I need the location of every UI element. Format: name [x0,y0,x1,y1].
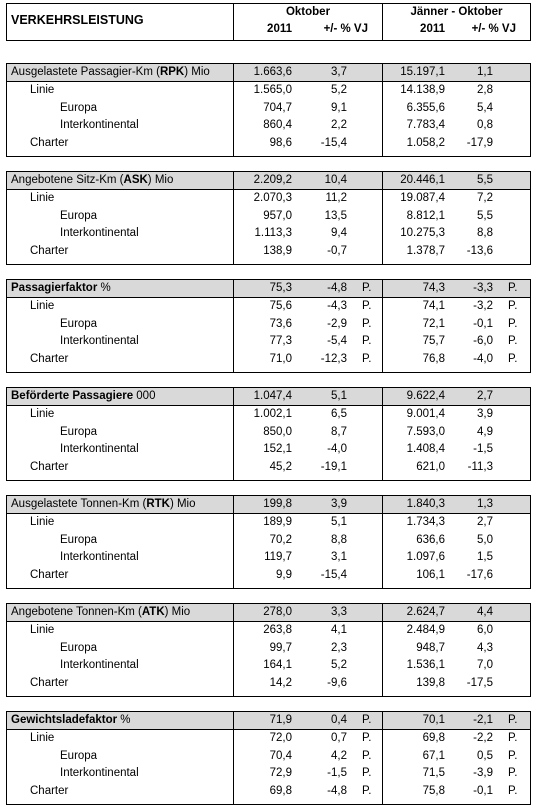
section-1-row-linie-ytd-change: 2,8 [477,84,493,96]
section-3-row-charter-oktober-unit: P. [362,353,372,365]
section-3-row-charter-ytd-value: 76,8 [422,353,445,365]
section-3-total-oktober-value: 75,3 [269,282,292,294]
section-3-row-charter-ytd-unit: P. [508,353,518,365]
section-6-total-oktober-value: 278,0 [263,606,292,618]
section-1-left-border [6,63,7,157]
section-7-row-linie-oktober-value: 72,0 [269,732,292,744]
period-oktober: Oktober [285,6,331,18]
section-4-total-ytd-change: 2,7 [477,390,493,402]
section-7-total-oktober-change: 0,4 [331,714,347,726]
section-5-row-linie-label: Linie [30,516,55,528]
section-5-row-interkontinental-ytd-change: 1,5 [477,551,493,563]
section-7-row-charter-label: Charter [30,785,69,797]
section-1-row-interkontinental-label: Interkontinental [60,119,139,131]
section-7-col-border-1 [233,711,234,805]
section-4-row-interkontinental-ytd-change: -1,5 [473,443,493,455]
header-right-border [530,3,531,41]
section-5-row-europa-ytd-change: 5,0 [477,534,493,546]
section-3-row-europa-oktober-unit: P. [362,318,372,330]
section-7-total-ytd-change: -2,1 [473,714,493,726]
section-7-total-ytd-unit: P. [508,714,518,726]
section-7-row-linie-ytd-change: -2,2 [473,732,493,744]
section-5-title: Ausgelastete Tonnen-Km (RTK) Mio [11,498,196,510]
section-4-bottom-border [6,480,531,481]
section-1-top-border [6,63,531,64]
section-3-right-border [530,279,531,373]
section-5-total-ytd-change: 1,3 [477,498,493,510]
section-4-total-ytd-value: 9.622,4 [406,390,445,402]
section-5-row-interkontinental-label: Interkontinental [60,551,139,563]
section-6-row-linie-label: Linie [30,624,55,636]
section-1-row-linie-label: Linie [30,84,55,96]
section-4-right-border [530,387,531,481]
section-3-total-oktober-change: -4,8 [327,282,347,294]
section-1-row-europa-ytd-change: 5,4 [477,102,493,114]
section-3-row-linie-label: Linie [30,300,55,312]
section-1-row-interkontinental-ytd-value: 7.783,4 [406,119,445,131]
section-3-row-interkontinental-ytd-unit: P. [508,335,518,347]
section-5-row-linie-oktober-value: 189,9 [263,516,292,528]
section-6-bottom-border [6,696,531,697]
section-4-row-linie-oktober-change: 6,5 [331,408,347,420]
section-2-row-interkontinental-ytd-value: 10.275,3 [400,227,445,239]
section-4-title: Beförderte Passagiere 000 [11,390,156,402]
section-5-row-interkontinental-oktober-value: 119,7 [264,551,292,563]
section-1-row-europa-oktober-value: 704,7 [263,102,292,114]
section-5-row-linie-oktober-change: 5,1 [331,516,347,528]
section-5-row-interkontinental-oktober-change: 3,1 [331,551,347,563]
section-1-row-charter-label: Charter [30,137,69,149]
section-4-row-interkontinental-ytd-value: 1.408,4 [406,443,445,455]
section-4-row-interkontinental-label: Interkontinental [60,443,139,455]
section-6-row-europa-oktober-value: 99,7 [269,642,292,654]
header-top-border [6,3,531,4]
section-2-row-linie-label: Linie [30,192,55,204]
section-5-col-border-2 [382,495,383,589]
section-5-top-border [6,495,531,496]
section-5-row-europa-label: Europa [60,534,98,546]
section-2-header-border [6,189,531,190]
section-3-col-border-1 [233,279,234,373]
section-7-total-ytd-value: 70,1 [422,714,445,726]
section-4-row-charter-oktober-value: 45,2 [269,461,292,473]
section-4-total-oktober-change: 5,1 [331,390,347,402]
section-1-row-europa-oktober-change: 9,1 [331,102,347,114]
section-3-header-border [6,297,531,298]
section-7-row-charter-oktober-change: -4,8 [327,785,347,797]
section-5-row-europa-ytd-value: 636,6 [416,534,445,546]
section-2-top-border [6,171,531,172]
section-1-row-charter-oktober-change: -15,4 [320,137,347,149]
section-5-total-oktober-value: 199,8 [263,498,292,510]
section-4-row-linie-ytd-value: 9.001,4 [406,408,445,420]
section-3-row-europa-oktober-value: 73,6 [269,318,292,330]
section-7-total-oktober-unit: P. [362,714,372,726]
section-3-row-europa-ytd-unit: P. [508,318,518,330]
section-2-row-europa-ytd-value: 8.812,1 [406,210,445,222]
section-6-row-charter-label: Charter [30,677,69,689]
section-2-left-border [6,171,7,265]
section-4-row-charter-label: Charter [30,461,69,473]
section-7-row-charter-oktober-value: 69,8 [269,785,292,797]
section-5-row-interkontinental-ytd-value: 1.097,6 [406,551,445,563]
section-7-row-interkontinental-ytd-value: 71,5 [422,767,445,779]
section-3-row-interkontinental-oktober-change: -5,4 [327,335,347,347]
section-2-col-border-2 [382,171,383,265]
section-2-title: Angebotene Sitz-Km (ASK) Mio [11,174,174,186]
section-6-col-border-1 [233,603,234,697]
section-6-row-europa-label: Europa [60,642,98,654]
section-2-total-ytd-change: 5,5 [477,174,493,186]
section-7-row-linie-oktober-unit: P. [362,732,372,744]
section-4-col-border-2 [382,387,383,481]
section-3-row-europa-oktober-change: -2,9 [327,318,347,330]
section-4-row-europa-ytd-value: 7.593,0 [406,426,445,438]
section-3-title: Passagierfaktor % [11,282,111,294]
section-6-row-charter-oktober-value: 14,2 [269,677,292,689]
section-2-row-interkontinental-oktober-change: 9,4 [331,227,347,239]
section-2-row-europa-oktober-change: 13,5 [324,210,347,222]
section-4-row-europa-oktober-value: 850,0 [263,426,292,438]
section-6-row-charter-ytd-change: -17,5 [466,677,493,689]
header-left-border [6,3,7,41]
header-bottom-border [6,40,531,41]
section-1-row-linie-ytd-value: 14.138,9 [400,84,445,96]
section-4-row-charter-ytd-change: -11,3 [467,461,493,473]
section-6-row-interkontinental-label: Interkontinental [60,659,139,671]
section-7-row-interkontinental-label: Interkontinental [60,767,139,779]
section-4-left-border [6,387,7,481]
section-2-col-border-1 [233,171,234,265]
section-2-row-charter-label: Charter [30,245,69,257]
section-6-row-interkontinental-ytd-change: 7,0 [477,659,493,671]
section-3-row-linie-ytd-change: -3,2 [473,300,493,312]
section-3-row-charter-ytd-change: -4,0 [473,353,493,365]
section-6-title-abbr: ATK [141,606,165,618]
section-1-row-charter-oktober-value: 98,6 [269,137,292,149]
section-6-header-border [6,621,531,622]
section-3-row-europa-label: Europa [60,318,98,330]
change-oktober: +/- % VJ [323,23,368,35]
section-7-row-europa-ytd-unit: P. [508,750,518,762]
section-6-top-border [6,603,531,604]
section-1-row-interkontinental-oktober-value: 860,4 [263,119,292,131]
section-5-row-linie-ytd-change: 2,7 [477,516,493,528]
section-3-top-border [6,279,531,280]
section-3-row-interkontinental-oktober-unit: P. [362,335,372,347]
section-5-total-oktober-change: 3,9 [331,498,347,510]
section-2-row-charter-oktober-value: 138,9 [263,245,292,257]
section-2-title-abbr: ASK [123,174,148,186]
section-4-row-europa-ytd-change: 4,9 [477,426,493,438]
section-4-row-europa-label: Europa [60,426,98,438]
section-4-top-border [6,387,531,388]
section-6-title: Angebotene Tonnen-Km (ATK) Mio [11,606,191,618]
section-7-row-charter-ytd-change: -0,1 [473,785,493,797]
section-2-row-linie-oktober-change: 11,2 [325,192,347,204]
section-2-row-europa-ytd-change: 5,5 [477,210,493,222]
section-3-row-interkontinental-label: Interkontinental [60,335,139,347]
section-1-title-abbr: RPK [159,66,185,78]
section-7-row-charter-oktober-unit: P. [362,785,372,797]
section-7-row-charter-ytd-unit: P. [508,785,518,797]
section-6-row-charter-oktober-change: -9,6 [327,677,347,689]
section-6-right-border [530,603,531,697]
section-6-row-linie-oktober-change: 4,1 [331,624,347,636]
section-7-row-linie-ytd-unit: P. [508,732,518,744]
section-7-right-border [530,711,531,805]
section-7-row-interkontinental-oktober-unit: P. [362,767,372,779]
period-jaenner-oktober: Jänner - Oktober [410,6,503,18]
section-2-row-interkontinental-ytd-change: 8,8 [477,227,493,239]
section-5-row-linie-ytd-value: 1.734,3 [406,516,445,528]
section-1-total-oktober-value: 1.663,6 [253,66,292,78]
section-6-row-interkontinental-ytd-value: 1.536,1 [406,659,445,671]
section-3-row-charter-oktober-value: 71,0 [269,353,292,365]
section-7-total-oktober-value: 71,9 [269,714,292,726]
section-7-row-europa-oktober-change: 4,2 [331,750,347,762]
section-5-row-europa-oktober-value: 70,2 [269,534,292,546]
section-4-row-linie-ytd-change: 3,9 [477,408,493,420]
section-3-total-oktober-unit: P. [362,282,372,294]
section-6-row-linie-ytd-value: 2.484,9 [406,624,445,636]
section-1-col-border-1 [233,63,234,157]
section-3-row-interkontinental-ytd-change: -6,0 [473,335,493,347]
section-2-row-linie-ytd-value: 19.087,4 [400,192,445,204]
section-2-row-interkontinental-oktober-value: 1.113,3 [254,227,292,239]
section-3-row-linie-oktober-change: -4,3 [327,300,347,312]
section-7-row-interkontinental-ytd-unit: P. [508,767,518,779]
section-7-row-europa-oktober-unit: P. [362,750,372,762]
section-2-row-linie-oktober-value: 2.070,3 [253,192,292,204]
section-6-row-europa-oktober-change: 2,3 [331,642,347,654]
section-2-row-europa-label: Europa [60,210,98,222]
section-1-col-border-2 [382,63,383,157]
section-6-row-europa-ytd-change: 4,3 [477,642,493,654]
table-title: VERKEHRSLEISTUNG [11,13,144,27]
section-2-row-linie-ytd-change: 7,2 [477,192,493,204]
section-1-row-charter-ytd-change: -17,9 [466,137,493,149]
section-7-row-linie-label: Linie [30,732,55,744]
section-6-row-interkontinental-oktober-value: 164,1 [263,659,292,671]
section-7-left-border [6,711,7,805]
section-5-row-europa-oktober-change: 8,8 [331,534,347,546]
section-6-left-border [6,603,7,697]
section-1-row-linie-oktober-value: 1.565,0 [253,84,292,96]
change-jaenner-oktober: +/- % VJ [471,23,516,35]
section-6-row-linie-ytd-change: 6,0 [477,624,493,636]
section-7-row-europa-ytd-change: 0,5 [477,750,493,762]
section-4-row-charter-ytd-value: 621,0 [416,461,445,473]
section-3-row-linie-oktober-value: 75,6 [269,300,292,312]
section-7-row-linie-oktober-change: 0,7 [331,732,347,744]
section-1-header-border [6,81,531,82]
section-2-total-ytd-value: 20.446,1 [400,174,445,186]
section-5-right-border [530,495,531,589]
section-7-row-europa-ytd-value: 67,1 [422,750,445,762]
section-2-row-charter-oktober-change: -0,7 [327,245,347,257]
section-2-row-charter-ytd-change: -13,6 [466,245,493,257]
section-1-bottom-border [6,156,531,157]
section-4-total-oktober-value: 1.047,4 [253,390,292,402]
section-7-title: Gewichtsladefaktor % [11,714,131,726]
section-4-row-interkontinental-oktober-value: 152,1 [263,443,292,455]
section-7-col-border-2 [382,711,383,805]
section-2-row-charter-ytd-value: 1.378,7 [406,245,445,257]
section-5-total-ytd-value: 1.840,3 [406,498,445,510]
section-3-row-charter-label: Charter [30,353,69,365]
section-5-row-charter-ytd-change: -17,6 [466,569,493,581]
section-2-row-europa-oktober-value: 957,0 [263,210,292,222]
section-1-row-linie-oktober-change: 5,2 [331,84,347,96]
section-3-total-ytd-unit: P. [508,282,518,294]
section-3-col-border-2 [382,279,383,373]
section-6-row-linie-oktober-value: 263,8 [263,624,292,636]
section-5-row-charter-oktober-value: 9,9 [276,569,292,581]
section-1-row-interkontinental-oktober-change: 2,2 [331,119,347,131]
section-3-total-ytd-change: -3,3 [473,282,493,294]
section-7-header-border [6,729,531,730]
section-1-total-oktober-change: 3,7 [331,66,347,78]
section-3-row-europa-ytd-change: -0,1 [473,318,493,330]
section-1-row-interkontinental-ytd-change: 0,8 [477,119,493,131]
section-3-left-border [6,279,7,373]
section-3-row-charter-oktober-change: -12,3 [320,353,347,365]
year-oktober: 2011 [267,23,292,35]
section-2-total-oktober-change: 10,4 [324,174,347,186]
section-6-row-charter-ytd-value: 139,8 [416,677,445,689]
section-7-row-europa-oktober-value: 70,4 [269,750,292,762]
section-4-row-linie-label: Linie [30,408,55,420]
section-3-row-linie-oktober-unit: P. [362,300,372,312]
section-4-row-europa-oktober-change: 8,7 [331,426,347,438]
section-1-title: Ausgelastete Passagier-Km (RPK) Mio [11,66,210,78]
section-2-right-border [530,171,531,265]
section-6-col-border-2 [382,603,383,697]
section-5-row-charter-ytd-value: 106,1 [416,569,445,581]
section-6-row-europa-ytd-value: 948,7 [416,642,445,654]
section-1-row-europa-label: Europa [60,102,98,114]
section-1-total-ytd-change: 1,1 [477,66,493,78]
section-6-row-interkontinental-oktober-change: 5,2 [331,659,347,671]
section-5-header-border [6,513,531,514]
year-jaenner-oktober: 2011 [420,23,445,35]
section-3-row-linie-ytd-value: 74,1 [422,300,445,312]
section-5-row-charter-label: Charter [30,569,69,581]
section-3-row-linie-ytd-unit: P. [508,300,518,312]
section-7-row-europa-label: Europa [60,750,98,762]
section-5-col-border-1 [233,495,234,589]
section-2-total-oktober-value: 2.209,2 [253,174,292,186]
section-5-row-charter-oktober-change: -15,4 [320,569,347,581]
section-7-row-charter-ytd-value: 75,8 [422,785,445,797]
section-4-header-border [6,405,531,406]
section-7-row-interkontinental-oktober-change: -1,5 [327,767,347,779]
section-3-bottom-border [6,372,531,373]
section-1-row-europa-ytd-value: 6.355,6 [406,102,445,114]
section-2-row-interkontinental-label: Interkontinental [60,227,139,239]
section-6-total-ytd-value: 2.624,7 [406,606,445,618]
section-7-row-interkontinental-ytd-change: -3,9 [473,767,493,779]
section-5-left-border [6,495,7,589]
section-3-total-ytd-value: 74,3 [422,282,445,294]
section-5-bottom-border [6,588,531,589]
section-5-title-abbr: RTK [146,498,170,510]
section-6-total-oktober-change: 3,3 [331,606,347,618]
section-1-right-border [530,63,531,157]
section-2-bottom-border [6,264,531,265]
section-3-row-interkontinental-ytd-value: 75,7 [422,335,445,347]
section-1-total-ytd-value: 15.197,1 [400,66,445,78]
section-4-row-interkontinental-oktober-change: -4,0 [327,443,347,455]
section-7-row-interkontinental-oktober-value: 72,9 [269,767,292,779]
section-7-row-linie-ytd-value: 69,8 [422,732,445,744]
section-4-col-border-1 [233,387,234,481]
section-4-row-linie-oktober-value: 1.002,1 [253,408,292,420]
section-3-row-interkontinental-oktober-value: 77,3 [269,335,292,347]
section-1-row-charter-ytd-value: 1.058,2 [406,137,445,149]
section-6-total-ytd-change: 4,4 [477,606,493,618]
section-3-row-europa-ytd-value: 72,1 [422,318,445,330]
section-7-top-border [6,711,531,712]
section-4-row-charter-oktober-change: -19,1 [320,461,347,473]
